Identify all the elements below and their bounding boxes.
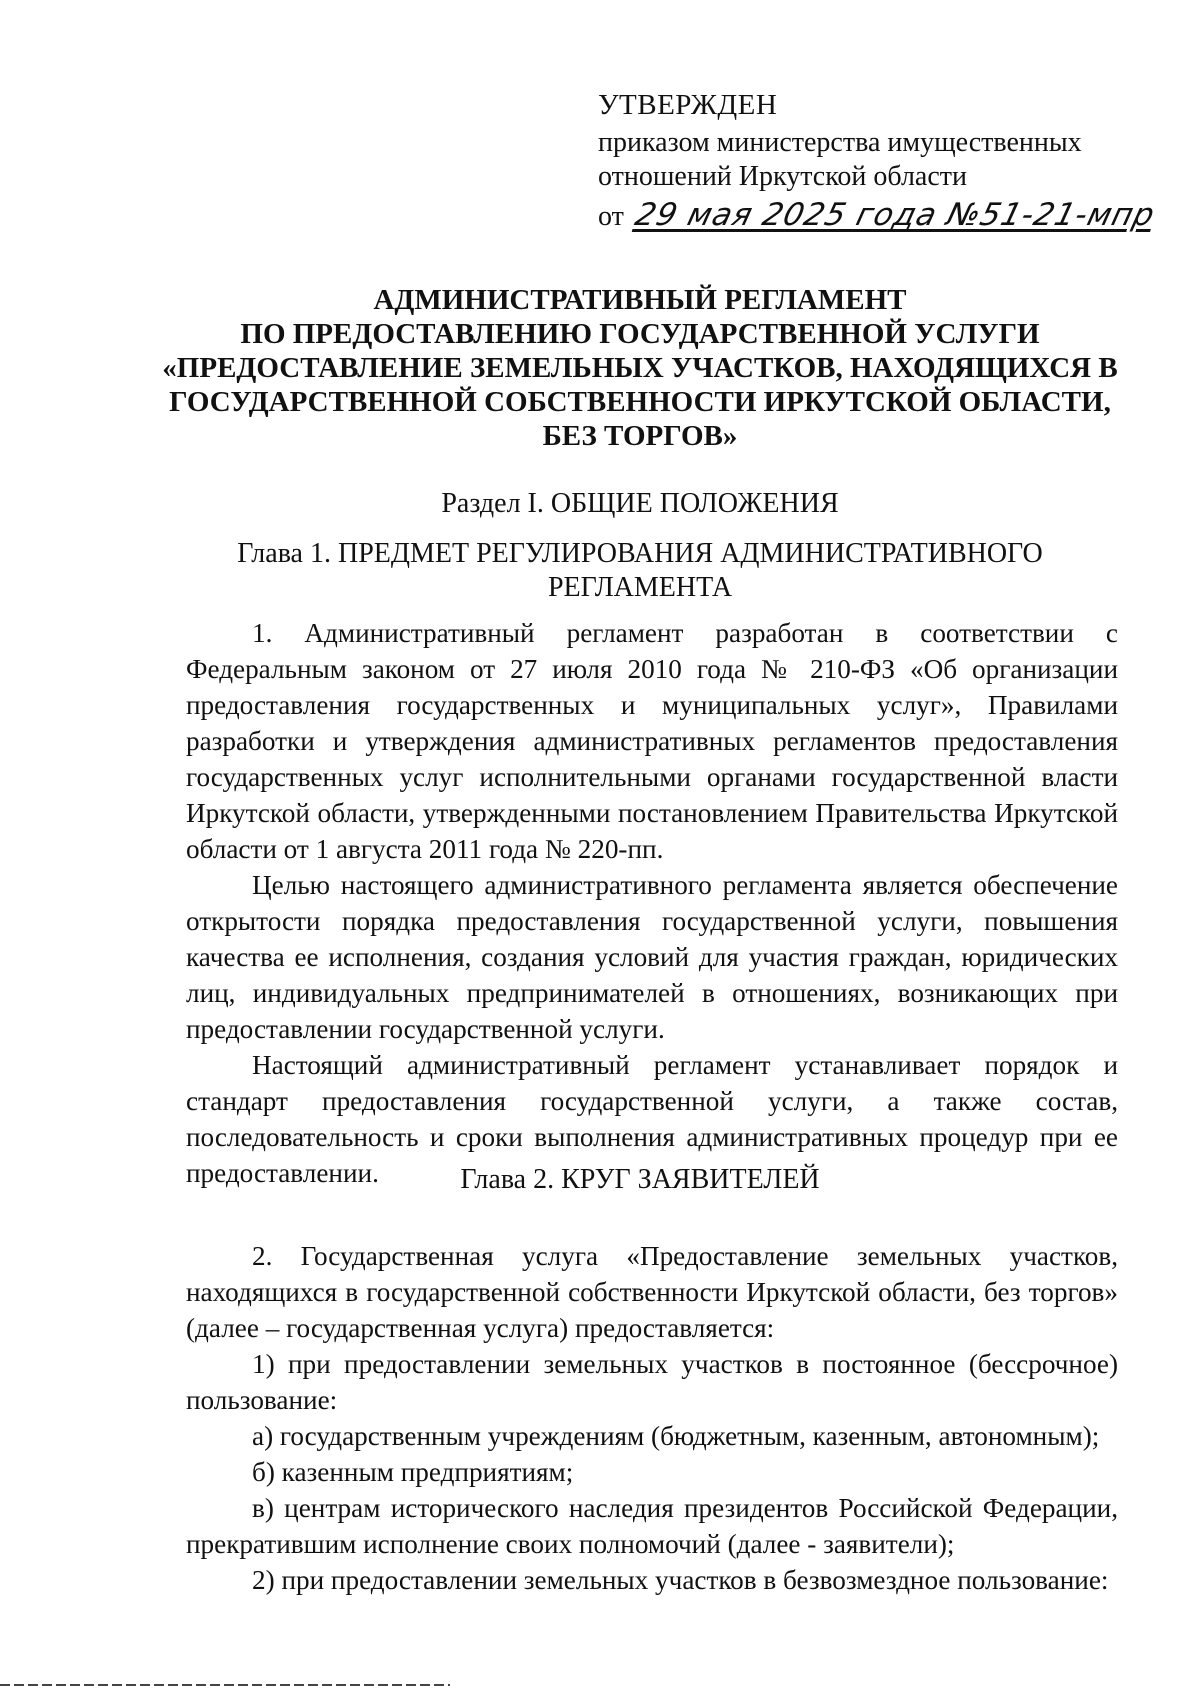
approval-line-2: отношений Иркутской области — [598, 161, 967, 192]
paragraph: 1) при предоставлении земельных участков в постоянное (бессрочное) пользование: — [186, 1349, 1118, 1415]
approval-line-1: приказом министерства имущественных — [598, 127, 1082, 158]
section-heading-text: Раздел I. ОБЩИЕ ПОЛОЖЕНИЯ — [441, 488, 839, 519]
chapter-1-heading-line-2: РЕГЛАМЕНТА — [547, 572, 733, 603]
chapter-1-body — [186, 615, 1118, 1191]
paragraph: в) центрам исторического наследия президентов Российской Федерации, прекратившим исполнение своих полномочий (далее - заявители); — [186, 1493, 1118, 1559]
paragraph: 2) при предоставлении земельных участков в безвозмездное пользование: — [252, 1565, 1109, 1595]
title-line-2: ПО ПРЕДОСТАВЛЕНИЮ ГОСУДАРСТВЕННОЙ УСЛУГИ — [240, 318, 1040, 350]
approval-stamp: УТВЕРЖДЕН — [598, 89, 778, 121]
paragraph: Целью настоящего административного регламента является обеспечение открытости порядка предоставления государственной услуги, повышения качества ее исполнения, создания условий для участия граждан, юридических лиц, индивидуальных предпринимателей в отношениях, возникающих при предоставлении государственной услуги. — [186, 870, 1118, 1044]
paragraph: 2. Государственная услуга «Предоставление земельных участков, находящихся в государственной собственности Иркутской области, без торгов» (далее – государственная услуга) предоставляется: — [186, 1241, 1118, 1343]
chapter-2-body — [186, 1238, 1118, 1598]
paragraph: а) государственным учреждениям (бюджетным, казенным, автономным); — [252, 1421, 1100, 1451]
chapter-1-heading-line-1: Глава 1. ПРЕДМЕТ РЕГУЛИРОВАНИЯ АДМИНИСТРАТИВНОГО — [237, 538, 1043, 569]
title-line-1: АДМИНИСТРАТИВНЫЙ РЕГЛАМЕНТ — [373, 284, 907, 316]
title-line-3: «ПРЕДОСТАВЛЕНИЕ ЗЕМЕЛЬНЫХ УЧАСТКОВ, НАХОДЯЩИХСЯ В — [162, 352, 1118, 384]
chapter-2-heading-text: Глава 2. КРУГ ЗАЯВИТЕЛЕЙ — [460, 1164, 820, 1195]
paragraph: 1. Административный регламент разработан в соответствии с Федеральным законом от 27 июля 2010 года № 210-ФЗ «Об организации предоставления государственных и муниципальных услуг», Правилами разработки и утверждения административных регламентов предоставления государственных услуг исполнительными органами государственной власти Иркутской области, утвержденными постановлением Правительства Иркутской области от 1 августа 2011 года № 220-пп. — [186, 618, 1118, 864]
chapter-2-heading — [150, 1163, 1130, 1197]
approval-date-line — [598, 197, 1159, 234]
document-title — [150, 283, 1130, 453]
footer-dashed-rule — [0, 1684, 450, 1686]
handwritten-date-number: 29 мая 2025 года №51-21-мпр — [631, 197, 1159, 233]
section-heading — [150, 487, 1130, 521]
paragraph: б) казенным предприятиям; — [252, 1457, 574, 1487]
approval-block — [598, 88, 1159, 234]
title-line-5: БЕЗ ТОРГОВ» — [542, 420, 738, 452]
chapter-1-heading — [150, 537, 1130, 605]
paragraph: Настоящий административный регламент устанавливает порядок и стандарт предоставления государственной услуги, а также состав, последовательность и сроки выполнения административных процедур при ее предоставлении. — [186, 1050, 1118, 1188]
title-line-4: ГОСУДАРСТВЕННОЙ СОБСТВЕННОСТИ ИРКУТСКОЙ ОБЛАСТИ, — [169, 386, 1111, 418]
approval-date-prefix: от — [598, 201, 624, 232]
